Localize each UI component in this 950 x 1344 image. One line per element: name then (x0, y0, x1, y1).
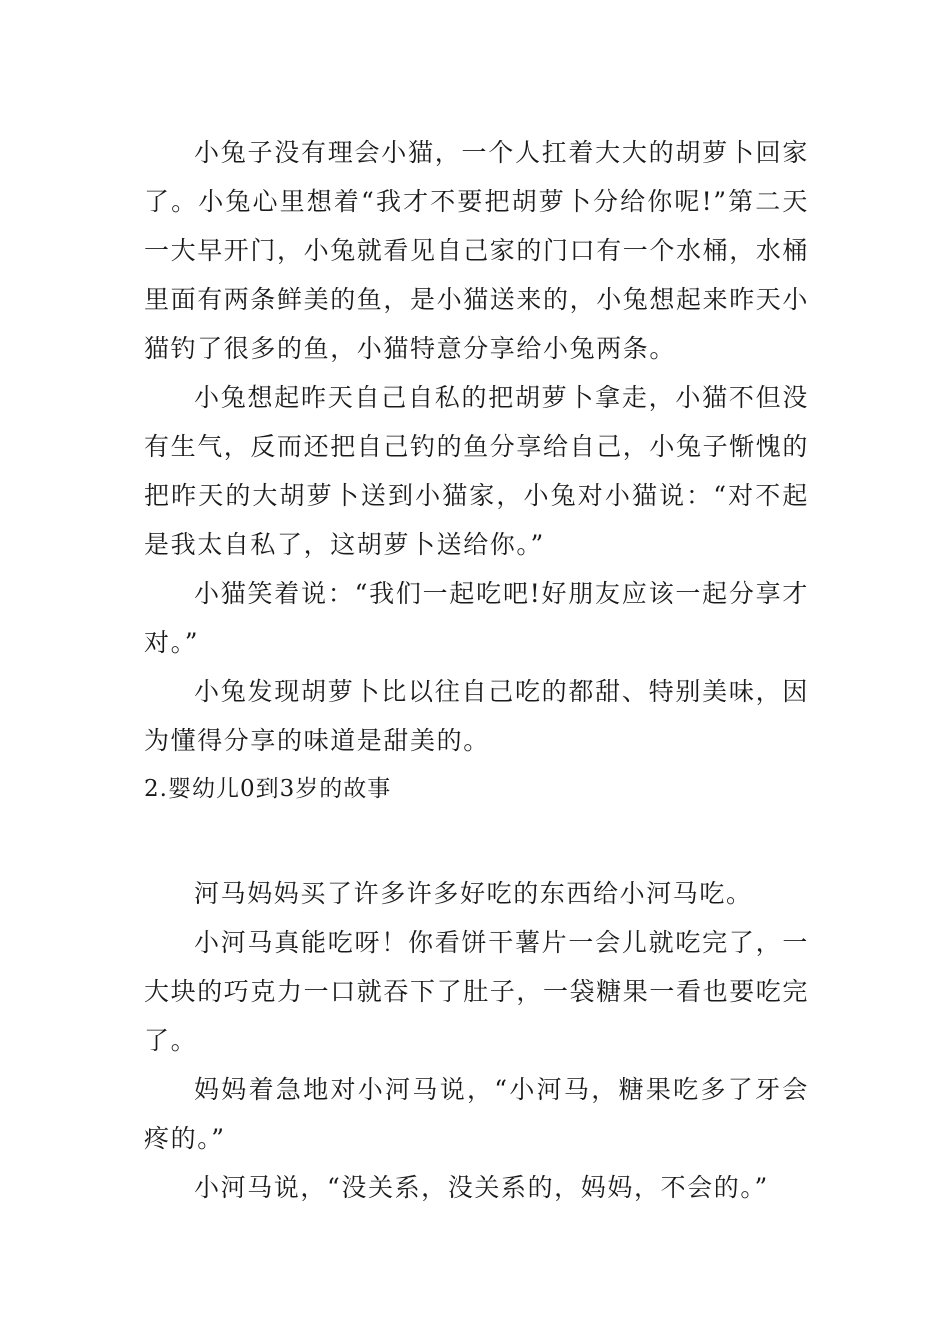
section-heading: 2.婴幼儿0到3岁的故事 (144, 776, 392, 802)
story-paragraph: 妈妈着急地对小河马说，“小河马，糖果吃多了牙会疼的。” (144, 1075, 809, 1153)
story-paragraph: 小河马说，“没关系，没关系的，妈妈，不会的。” (194, 1173, 769, 1202)
story-paragraph: 小兔发现胡萝卜比以往自己吃的都甜、特别美味，因为懂得分享的味道是甜美的。 (144, 677, 809, 755)
story-paragraph: 小兔想起昨天自己自私的把胡萝卜拿走，小猫不但没有生气，反而还把自己钓的鱼分享给自己，小兔子惭愧的把昨天的大胡萝卜送到小猫家，小兔对小猫说：“对不起是我太自私了，这胡萝卜送给你。” (144, 383, 810, 559)
document-body (144, 128, 809, 1212)
story-paragraph: 小河马真能吃呀！你看饼干薯片一会儿就吃完了，一大块的巧克力一口就吞下了肚子，一袋糖果一看也要吃完了。 (144, 928, 810, 1055)
story-paragraph: 河马妈妈买了许多许多好吃的东西给小河马吃。 (194, 879, 753, 908)
story-paragraph: 小兔子没有理会小猫，一个人扛着大大的胡萝卜回家了。小兔心里想着“我才不要把胡萝卜分给你呢!”第二天一大早开门，小兔就看见自己家的门口有一个水桶，水桶里面有两条鲜美的鱼，是小猫送来的，小兔想起来昨天小猫钓了很多的鱼，小猫特意分享给小兔两条。 (144, 138, 810, 363)
story-paragraph: 小猫笑着说：“我们一起吃吧!好朋友应该一起分享才对。” (144, 579, 809, 657)
section-spacer (144, 814, 809, 869)
